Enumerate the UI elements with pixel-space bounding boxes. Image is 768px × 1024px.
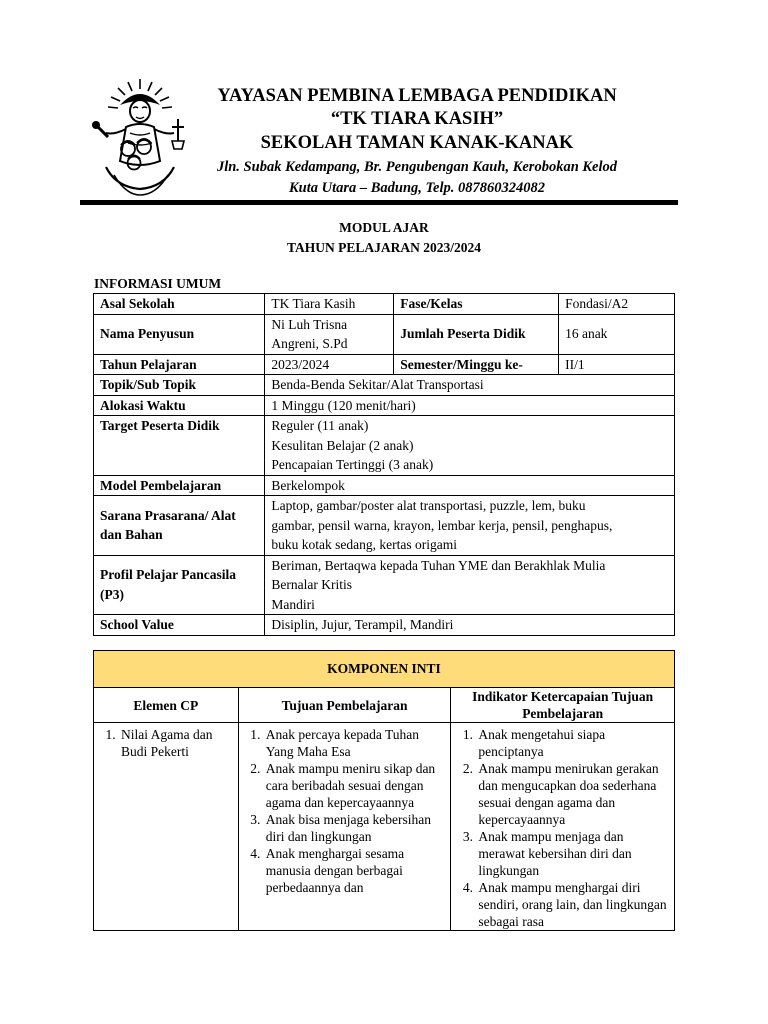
info-label: School Value — [94, 615, 265, 636]
info-label-line: (P3) — [100, 586, 124, 602]
table-row — [94, 354, 675, 375]
list-item: 2. Anak mampu menirukan gerakan dan mengucapkan doa sederhana sesuai dengan agama dan kepercayaannya — [476, 760, 668, 828]
info-value-line: Beriman, Bertaqwa kepada Tuhan YME dan Berakhlak Mulia — [271, 557, 606, 573]
elemen-cell — [94, 723, 239, 931]
letterhead-divider — [80, 200, 678, 205]
info-label: Alokasi Waktu — [94, 395, 265, 416]
info-value: TK Tiara Kasih — [265, 294, 394, 315]
table-row — [94, 615, 675, 636]
info-label: Nama Penyusun — [94, 314, 265, 354]
tujuan-list — [245, 726, 445, 896]
section-heading: INFORMASI UMUM — [94, 276, 222, 291]
info-value: Fondasi/A2 — [559, 294, 675, 315]
list-item: 4. Anak menghargai sesama manusia dengan berbagai perbedaannya dan — [264, 845, 445, 896]
table-row — [94, 375, 675, 396]
list-item: 3. Anak bisa menjaga kebersihan diri dan lingkungan — [264, 811, 445, 845]
info-label-line: dan Bahan — [100, 527, 163, 543]
info-value-line: Laptop, gambar/poster alat transportasi, puzzle, lem, buku — [271, 498, 586, 513]
info-value — [265, 416, 675, 476]
table-row — [94, 651, 675, 688]
document-title: MODUL AJAR — [339, 220, 429, 235]
list-item: 4. Anak mampu menghargai diri sendiri, orang lain, dan lingkungan sebagai rasa — [476, 879, 668, 930]
list-item: 1. Anak percaya kepada Tuhan Yang Maha Esa — [264, 726, 445, 760]
table-row — [94, 555, 675, 615]
list-item: 1. Anak mengetahui siapa penciptanya — [476, 726, 668, 760]
info-label-line: Sarana Prasarana/ Alat — [100, 507, 236, 523]
table-header-row — [94, 688, 675, 723]
info-value: 2023/2024 — [265, 354, 394, 375]
table-row — [94, 496, 675, 556]
column-header-line: Indikator Ketercapaian Tujuan — [472, 689, 654, 704]
info-value: II/1 — [559, 354, 675, 375]
info-value-line: Bernalar Kritis — [271, 577, 353, 592]
letterhead — [196, 84, 638, 199]
document-subtitle: TAHUN PELAJARAN 2023/2024 — [286, 240, 481, 255]
table-row — [94, 475, 675, 496]
info-value-line: Angreni, S.Pd — [271, 336, 348, 351]
info-value: Disiplin, Jujur, Terampil, Mandiri — [265, 615, 675, 636]
info-label: Semester/Minggu ke- — [394, 354, 559, 375]
tujuan-cell — [238, 723, 451, 931]
info-value-line: Reguler (11 anak) — [271, 418, 369, 433]
list-item: 1. Nilai Agama dan Budi Pekerti — [119, 726, 232, 760]
info-value-line: Kesulitan Belajar (2 anak) — [271, 437, 414, 453]
indikator-cell — [451, 723, 675, 931]
general-info-table — [93, 293, 675, 636]
info-label — [94, 496, 265, 556]
info-label: Asal Sekolah — [94, 294, 265, 315]
core-banner: KOMPONEN INTI — [94, 651, 675, 688]
address-line-2: Kuta Utara – Badung, Telp. 087860324082 — [288, 180, 546, 196]
info-value — [265, 555, 675, 615]
column-header — [451, 688, 675, 723]
info-value-line: Ni Luh Trisna — [271, 316, 348, 332]
info-value-line: gambar, pensil warna, krayon, lembar kerja, pensil, penghapus, — [271, 517, 613, 533]
info-value: 16 anak — [559, 314, 675, 354]
table-row — [94, 723, 675, 931]
address-line-1: Jln. Subak Kedampang, Br. Pengubengan Kauh, Kerobokan Kelod — [216, 159, 618, 175]
school-emblem-logo — [86, 75, 194, 197]
core-components-table — [93, 650, 675, 931]
school-type: SEKOLAH TAMAN KANAK-KANAK — [260, 133, 574, 153]
table-row — [94, 416, 675, 476]
info-label: Tahun Pelajaran — [94, 354, 265, 375]
info-label: Topik/Sub Topik — [94, 375, 265, 396]
table-row — [94, 314, 675, 354]
info-value — [265, 496, 675, 556]
table-row — [94, 294, 675, 315]
info-label: Target Peserta Didik — [94, 416, 265, 476]
table-row — [94, 395, 675, 416]
indikator-list — [457, 726, 668, 930]
info-value: 1 Minggu (120 menit/hari) — [265, 395, 675, 416]
info-value: Berkelompok — [265, 475, 675, 496]
info-value-line: Pencapaian Tertinggi (3 anak) — [271, 457, 434, 472]
info-label: Fase/Kelas — [394, 294, 559, 315]
info-value-line: buku kotak sedang, kertas origami — [271, 537, 457, 552]
info-label: Model Pembelajaran — [94, 475, 265, 496]
info-label — [94, 555, 265, 615]
column-header-line: Pembelajaran — [522, 706, 604, 721]
column-header: Tujuan Pembelajaran — [238, 688, 451, 723]
foundation-name: YAYASAN PEMBINA LEMBAGA PENDIDIKAN — [217, 86, 617, 106]
list-item: 2. Anak mampu meniru sikap dan cara beribadah sesuai dengan agama dan kepercayaannya — [264, 760, 445, 811]
column-header: Elemen CP — [94, 688, 239, 723]
info-label: Jumlah Peserta Didik — [394, 314, 559, 354]
info-label-line: Profil Pelajar Pancasila — [100, 567, 236, 583]
info-value: Benda-Benda Sekitar/Alat Transportasi — [265, 375, 675, 396]
elemen-list — [100, 726, 232, 760]
info-value-line: Mandiri — [271, 596, 315, 612]
list-item: 3. Anak mampu menjaga dan merawat kebersihan diri dan lingkungan — [476, 828, 668, 879]
school-name: “TK TIARA KASIH” — [330, 109, 504, 129]
info-value — [265, 314, 394, 354]
